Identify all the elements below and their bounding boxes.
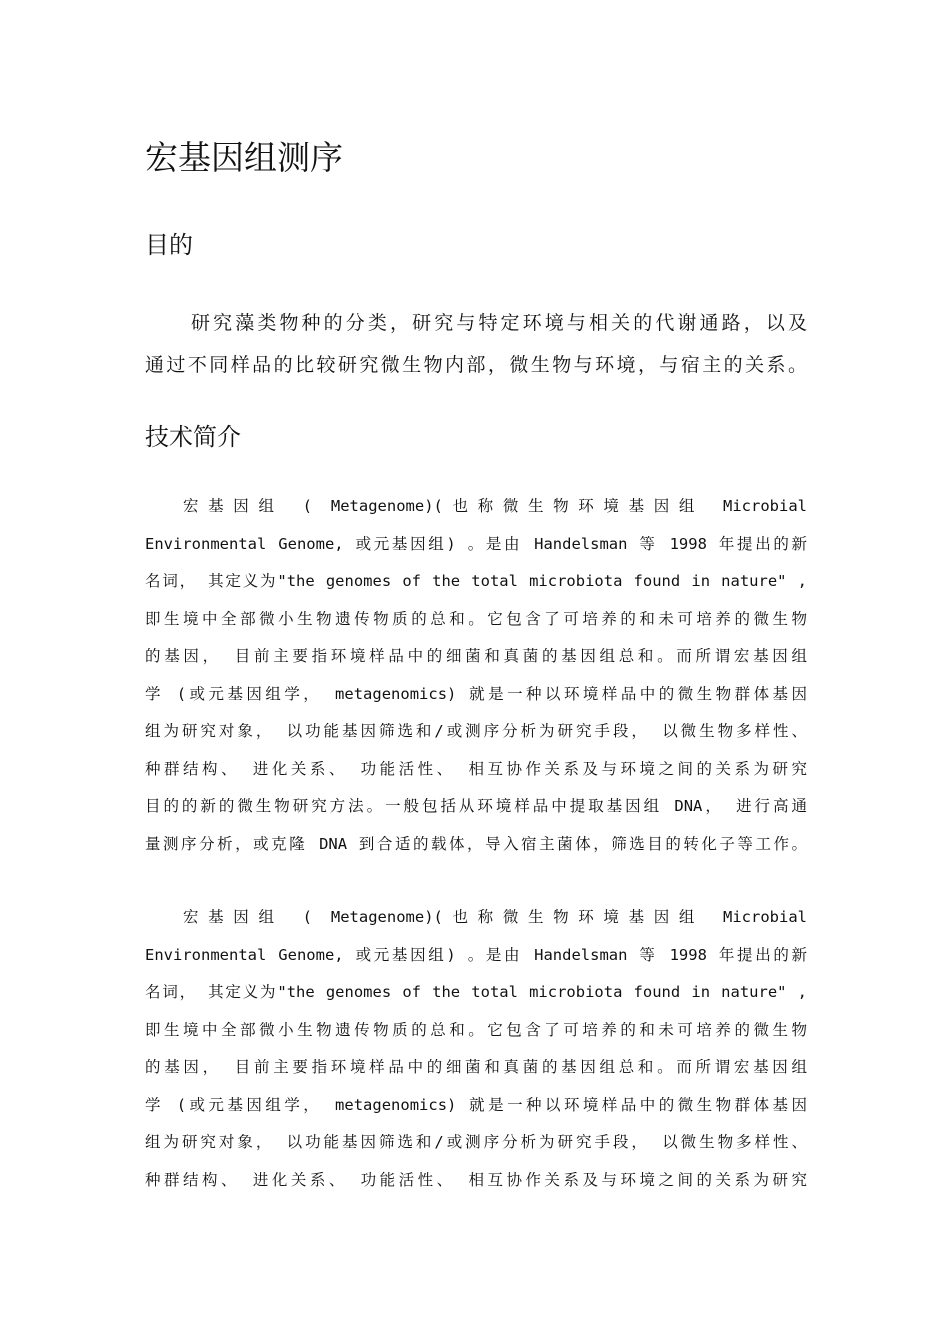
paragraph-line: 即生境中全部微小生物遗传物质的总和。它包含了可培养的和未可培养的微生物 [145, 609, 807, 628]
intro-paragraph-2 [145, 899, 807, 1199]
purpose-paragraph [145, 302, 807, 386]
purpose-line: 研究藻类物种的分类，研究与特定环境与相关的代谢通路，以及 [191, 312, 807, 334]
paragraph-line: 即生境中全部微小生物遗传物质的总和。它包含了可培养的和未可培养的微生物 [145, 1020, 807, 1039]
paragraph-line: 种群结构、 进化关系、 功能活性、 相互协作关系及与环境之间的关系为研究 [145, 1170, 807, 1189]
intro-paragraph-1 [145, 488, 807, 863]
paragraph-line: 学 (或元基因组学， metagenomics) 就是一种以环境样品中的微生物群体基因 [145, 1095, 807, 1114]
paragraph-line: 名词， 其定义为"the genomes of the total microbiota found in nature" , [145, 983, 807, 1001]
heading-technical-intro: 技术简介 [145, 423, 241, 451]
paragraph-line: 组为研究对象， 以功能基因筛选和/或测序分析为研究手段， 以微生物多样性、 [145, 722, 807, 740]
paragraph-line: 量测序分析，或克隆 DNA 到合适的载体，导入宿主菌体，筛选目的转化子等工作。 [145, 834, 807, 853]
paragraph-line: 的基因， 目前主要指环境样品中的细菌和真菌的基因组总和。而所谓宏基因组 [145, 647, 807, 665]
paragraph-line: 的基因， 目前主要指环境样品中的细菌和真菌的基因组总和。而所谓宏基因组 [145, 1058, 807, 1076]
heading-purpose: 目的 [145, 231, 193, 259]
purpose-line: 通过不同样品的比较研究微生物内部，微生物与环境，与宿主的关系。 [145, 354, 807, 376]
paragraph-line: Environmental Genome, 或元基因组) 。是由 Handelsman 等 1998 年提出的新 [145, 534, 807, 553]
paragraph-line: 宏基因组 ( Metagenome)(也称微生物环境基因组 Microbial [183, 908, 807, 926]
paragraph-line: 组为研究对象， 以功能基因筛选和/或测序分析为研究手段， 以微生物多样性、 [145, 1133, 807, 1151]
paragraph-line: Environmental Genome, 或元基因组) 。是由 Handelsman 等 1998 年提出的新 [145, 945, 807, 964]
paragraph-line: 名词， 其定义为"the genomes of the total microbiota found in nature" , [145, 572, 807, 590]
paragraph-line: 目的的新的微生物研究方法。一般包括从环境样品中提取基因组 DNA， 进行高通 [145, 797, 807, 815]
paragraph-line: 学 (或元基因组学， metagenomics) 就是一种以环境样品中的微生物群体基因 [145, 684, 807, 703]
document-title: 宏基因组测序 [145, 138, 343, 177]
paragraph-line: 种群结构、 进化关系、 功能活性、 相互协作关系及与环境之间的关系为研究 [145, 759, 807, 778]
paragraph-line: 宏基因组 ( Metagenome)(也称微生物环境基因组 Microbial [183, 497, 807, 515]
